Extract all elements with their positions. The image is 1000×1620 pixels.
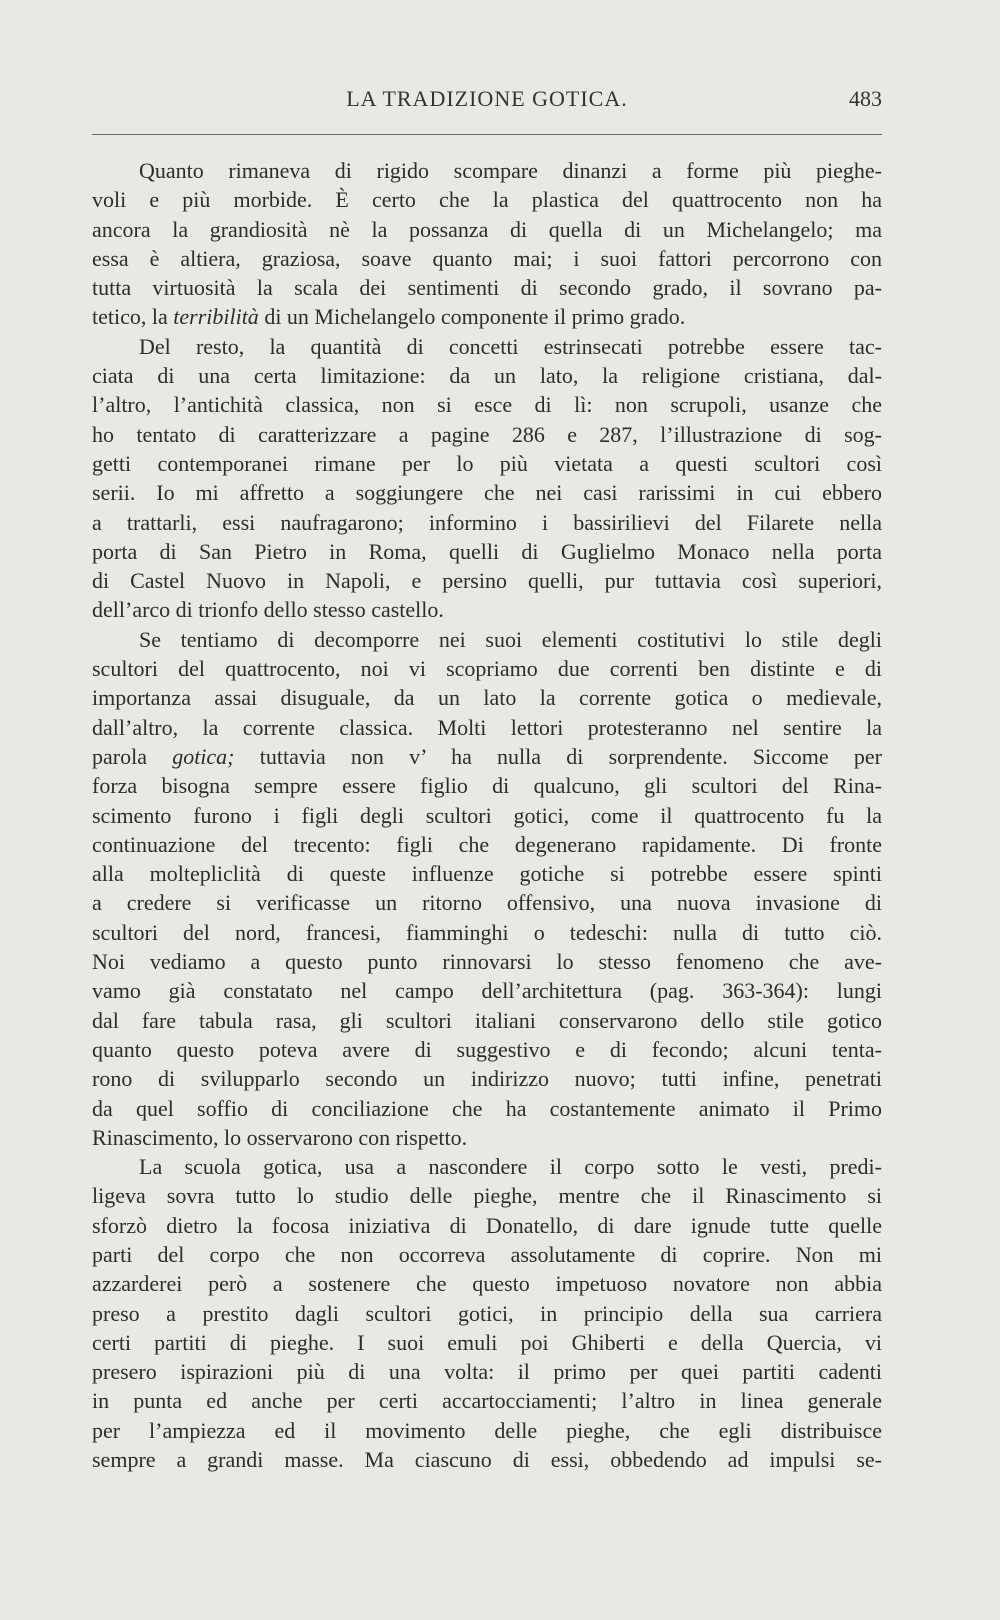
text-line: continuazione del trecento: figli che degenerano rapidamente. Di fronte bbox=[92, 831, 882, 857]
text-line: Noi vediamo a questo punto rinnovarsi lo stesso fenomeno che ave- bbox=[92, 949, 882, 975]
text-line: scimento furono i figli degli scultori gotici, come il quattrocento fu la bbox=[92, 802, 882, 828]
text-line: a credere si verificasse un ritorno offensivo, una nuova invasione di bbox=[92, 890, 882, 916]
text-line: voli e più morbide. È certo che la plastica del quattrocento non ha bbox=[92, 187, 882, 213]
header-rule bbox=[92, 134, 882, 135]
text-line: ciata di una certa limitazione: da un lato, la religione cristiana, dal- bbox=[92, 363, 882, 389]
text-line: rono di svilupparlo secondo un indirizzo nuovo; tutti infine, penetrati bbox=[92, 1066, 882, 1092]
text-line: essa è altiera, graziosa, soave quanto mai; i suoi fattori percorrono con bbox=[92, 245, 882, 271]
text-line: scultori del quattrocento, noi vi scopriamo due correnti ben distinte e di bbox=[92, 656, 882, 682]
text-line: alla moltepliclità di queste influenze gotiche si potrebbe essere spinti bbox=[92, 861, 882, 887]
text-line: getti contemporanei rimane per lo più vietata a questi scultori così bbox=[92, 450, 882, 476]
text-line: l’altro, l’antichità classica, non si esce di lì: non scrupoli, usanze che bbox=[92, 392, 882, 418]
text-line: porta di San Pietro in Roma, quelli di Guglielmo Monaco nella porta bbox=[92, 538, 882, 564]
text-line: dall’altro, la corrente classica. Molti lettori protesteranno nel sentire la bbox=[92, 714, 882, 740]
text-line: Quanto rimaneva di rigido scompare dinanzi a forme più pieghe- bbox=[139, 158, 882, 183]
text-line: tutta virtuosità la scala dei sentimenti di secondo grado, il sovrano pa- bbox=[92, 275, 882, 301]
body-text bbox=[92, 156, 882, 1474]
text-line: di Castel Nuovo in Napoli, e persino quelli, pur tuttavia così superiori, bbox=[92, 568, 882, 594]
text-segment: parola bbox=[92, 743, 173, 769]
text-line: ligeva sovra tutto lo studio delle pieghe, mentre che il Rinascimento si bbox=[92, 1183, 882, 1209]
text-segment: di un Michelangelo componente il primo grado. bbox=[258, 304, 686, 330]
text-line: serii. Io mi affretto a soggiungere che nei casi rarissimi in cui ebbero bbox=[92, 480, 882, 506]
text-line: azzarderei però a sostenere che questo impetuoso novatore non abbia bbox=[92, 1271, 882, 1297]
text-line bbox=[92, 302, 882, 331]
text-segment: tuttavia non v’ ha nulla di sorprendente. Siccome per bbox=[234, 743, 882, 769]
text-line: per l’ampiezza ed il movimento delle pieghe, che egli distribuisce bbox=[92, 1417, 882, 1443]
text-line: dal fare tabula rasa, gli scultori italiani conservarono dello stile gotico bbox=[92, 1007, 882, 1033]
text-line: sforzò dietro la focosa iniziativa di Donatello, di dare ignude tutte quelle bbox=[92, 1212, 882, 1238]
text-line: Se tentiamo di decomporre nei suoi elementi costitutivi lo stile degli bbox=[139, 626, 882, 652]
text-line: ho tentato di caratterizzare a pagine 286 e 287, l’illustrazione di sog- bbox=[92, 421, 882, 447]
text-line: Rinascimento, lo osservarono con rispetto. bbox=[92, 1124, 468, 1150]
text-line: sempre a grandi masse. Ma ciascuno di essi, obbedendo ad impulsi se- bbox=[92, 1447, 882, 1473]
text-line: a trattarli, essi naufragarono; informino i bassirilievi del Filarete nella bbox=[92, 509, 882, 535]
text-line: forza bisogna sempre essere figlio di qualcuno, gli scultori del Rina- bbox=[92, 773, 882, 799]
text-line: La scuola gotica, usa a nascondere il corpo sotto le vesti, predi- bbox=[139, 1154, 882, 1180]
italic-term: terribilità bbox=[173, 304, 259, 330]
text-line: ancora la grandiosità nè la possanza di quella di un Michelangelo; ma bbox=[92, 216, 882, 242]
text-line: Del resto, la quantità di concetti estrinsecati potrebbe essere tac- bbox=[139, 333, 882, 359]
text-line bbox=[92, 742, 882, 771]
page-number: 483 bbox=[849, 86, 882, 111]
running-title: LA TRADIZIONE GOTICA. bbox=[346, 86, 628, 111]
text-line: vamo già constatato nel campo dell’architettura (pag. 363-364): lungi bbox=[92, 978, 882, 1004]
text-line: quanto questo poteva avere di suggestivo e di fecondo; alcuni tenta- bbox=[92, 1036, 882, 1062]
text-line: scultori del nord, francesi, fiamminghi o tedeschi: nulla di tutto ciò. bbox=[92, 919, 882, 945]
text-line: presero ispirazioni più di una volta: il primo per quei partiti cadenti bbox=[92, 1359, 882, 1385]
italic-term: gotica; bbox=[172, 743, 235, 769]
text-line: certi partiti di pieghe. I suoi emuli poi Ghiberti e della Quercia, vi bbox=[92, 1329, 882, 1355]
page-header bbox=[92, 86, 882, 118]
text-line: importanza assai disuguale, da un lato la corrente gotica o medievale, bbox=[92, 685, 882, 711]
text-line: da quel soffio di conciliazione che ha costantemente animato il Primo bbox=[92, 1095, 882, 1121]
text-line: preso a prestito dagli scultori gotici, in principio della sua carriera bbox=[92, 1300, 882, 1326]
text-line: in punta ed anche per certi accartocciamenti; l’altro in linea generale bbox=[92, 1388, 882, 1414]
text-line: parti del corpo che non occorreva assolutamente di coprire. Non mi bbox=[92, 1241, 882, 1267]
text-line: dell’arco di trionfo dello stesso castello. bbox=[92, 597, 444, 623]
text-segment: tetico, la bbox=[92, 304, 174, 330]
